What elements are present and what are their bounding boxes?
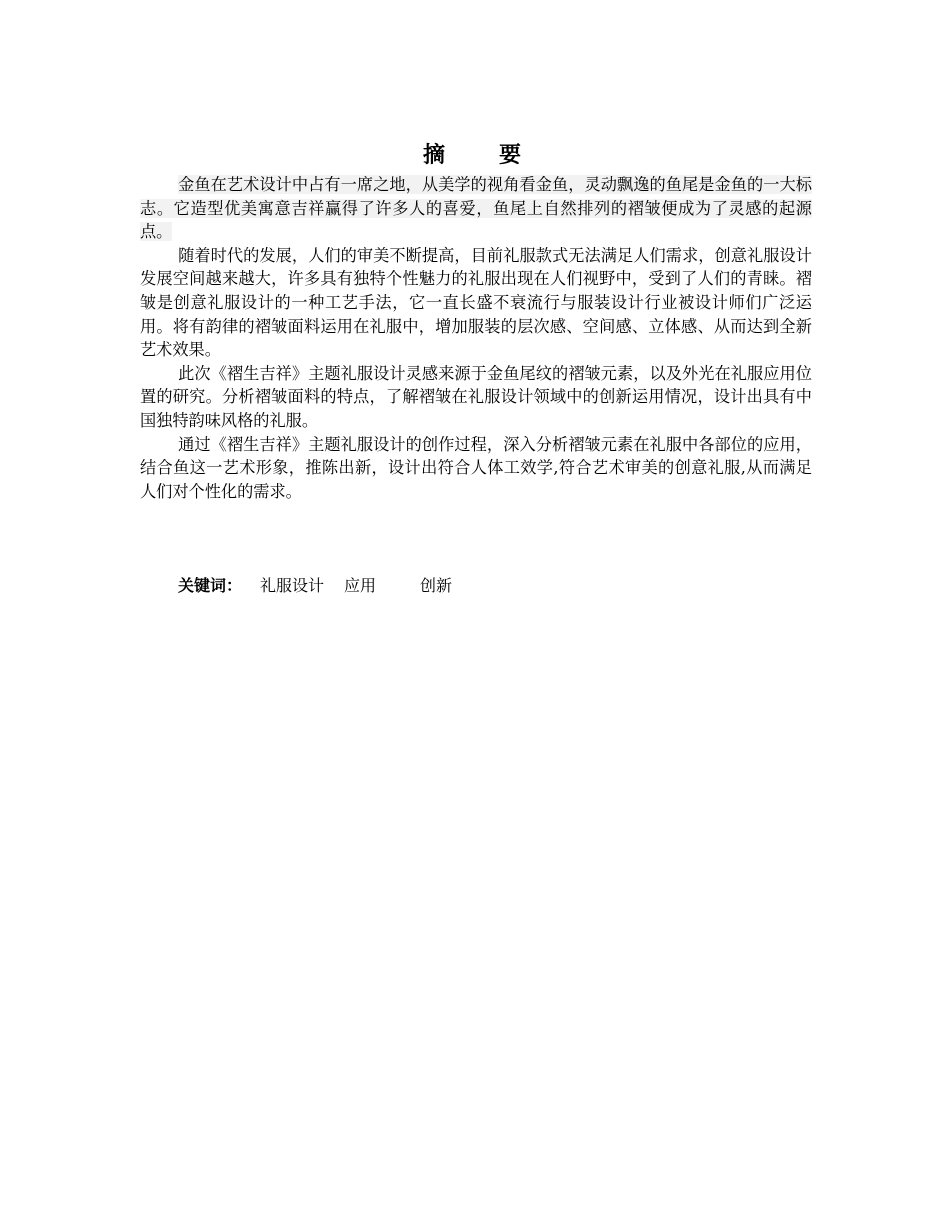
keyword-item: 礼服设计 xyxy=(260,576,325,595)
abstract-paragraph-3: 此次《褶生吉祥》主题礼服设计灵感来源于金鱼尾纹的褶皱元素，以及外光在礼服应用位置的研究。分析褶皱面料的特点，了解褶皱在礼服设计领域中的创新运用情况，设计出具有中国独特韵味风格的礼服。 xyxy=(140,363,812,430)
abstract-paragraph-1 xyxy=(140,173,812,244)
keywords-label: 关键词： xyxy=(178,576,243,595)
abstract-paragraph-2: 随着时代的发展，人们的审美不断提高，目前礼服款式无法满足人们需求，创意礼服设计发展空间越来越大，许多具有独特个性魅力的礼服出现在人们视野中，受到了人们的青睐。褶皱是创意礼服设计的一种工艺手法，它一直长盛不衰流行与服装设计行业被设计师们广泛运用。将有韵律的褶皱面料运用在礼服中，增加服装的层次感、空间感、立体感、从而达到全新艺术效果。 xyxy=(140,245,812,360)
abstract-paragraph-1-text: 金鱼在艺术设计中占有一席之地，从美学的视角看金鱼，灵动飘逸的鱼尾是金鱼的一大标志。它造型优美寓意吉祥赢得了许多人的喜爱，鱼尾上自然排列的褶皱便成为了灵感的起源点。 xyxy=(140,175,812,242)
abstract-title: 摘 要 xyxy=(422,143,537,168)
keyword-item: 应用 xyxy=(344,576,377,595)
abstract-body xyxy=(140,173,812,503)
keywords-line xyxy=(178,574,452,598)
keyword-item: 创新 xyxy=(420,576,453,595)
abstract-paragraph-4: 通过《褶生吉祥》主题礼服设计的创作过程，深入分析褶皱元素在礼服中各部位的应用，结合鱼这一艺术形象，推陈出新，设计出符合人体工效学,符合艺术审美的创意礼服,从而满足人们对个性化的需求。 xyxy=(140,434,812,501)
